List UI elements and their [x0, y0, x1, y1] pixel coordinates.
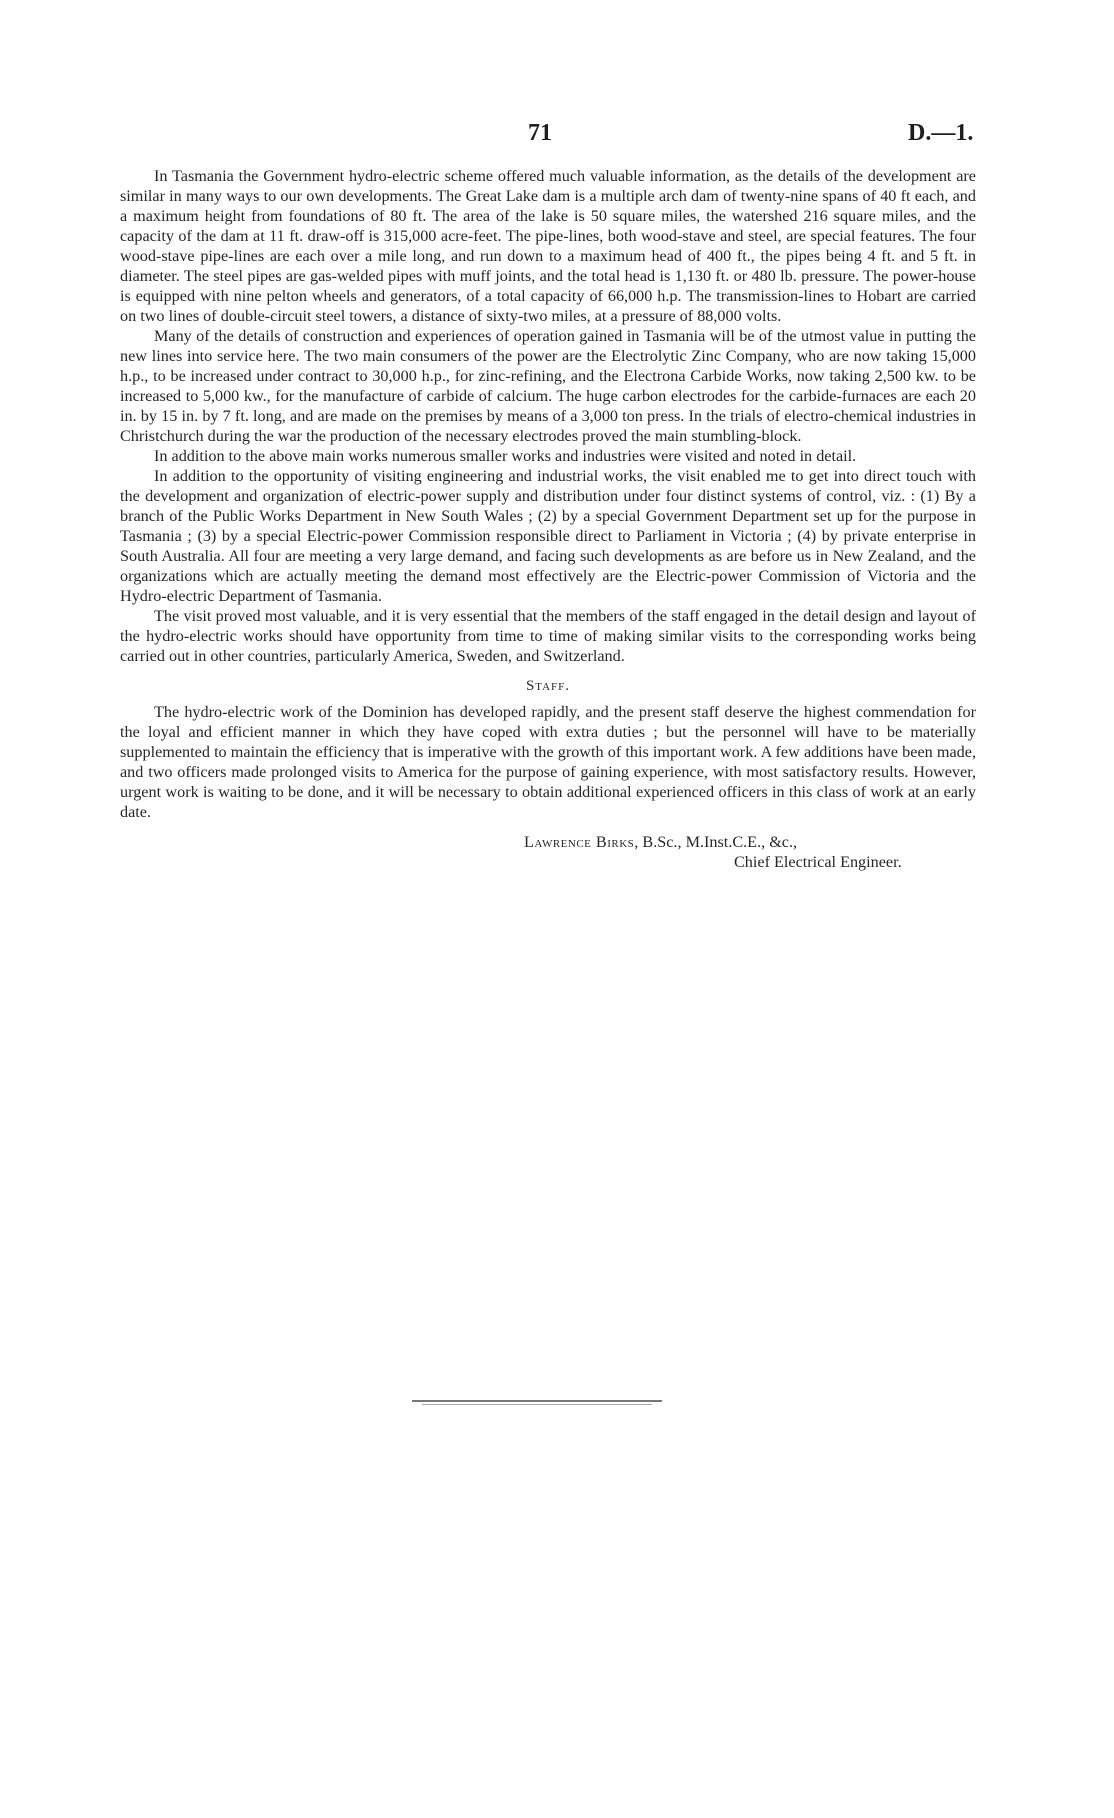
signature-title: Chief Electrical Engineer. — [734, 853, 902, 871]
paragraph-systems-of-control: In addition to the opportunity of visiting engineering and industrial works, the visit enabled me to get into direct touch with the development and organization of electric-power supply and distribution under four distinct systems of control, viz. : (1) By a branch of the Public Works Department in New South Wales ; (2) by a special Government Department set up for the purpose in Tasmania ; (3) by a special Electric-power Commission responsible direct to Parliament in Victoria ; (4) by private enterprise in South Australia. All four are meeting a very large demand, and facing such developments as are before us in New Zealand, and the organizations which are actually meeting the demand most effectively are the Electric-power Commission of Victoria and the Hydro-electric Department of Tasmania. — [120, 467, 976, 605]
page-number: 71 — [528, 120, 552, 146]
document-reference: D.—1. — [908, 120, 974, 146]
paragraph-smaller-works: In addition to the above main works numerous smaller works and industries were visited and noted in detail. — [154, 447, 857, 465]
paragraph-staff: The hydro-electric work of the Dominion has developed rapidly, and the present staff deserve the highest commendation for the loyal and efficient manner in which they have coped with extra duties ; but the personnel will have to be materially supplemented to maintain the efficiency that is imperative with the growth of this important work. A few additions have been made, and two officers made prolonged visits to America for the purpose of gaining experience, with most satisfactory results. However, urgent work is waiting to be done, and it will be necessary to obtain additional experienced officers in this class of work at an early date. — [120, 703, 976, 821]
signature-block — [120, 832, 976, 872]
signature-line — [524, 832, 976, 852]
signature-name: Lawrence Birks — [524, 833, 635, 851]
paragraph-tasmania-scheme: In Tasmania the Government hydro-electric scheme offered much valuable information, as the details of the development are similar in many ways to our own developments. The Great Lake dam is a multiple arch dam of twenty-nine spans of 40 ft each, and a maximum height from foundations of 80 ft. The area of the lake is 50 square miles, the watershed 216 square miles, and the capacity of the dam at 11 ft. draw-off is 315,000 acre-feet. The pipe-lines, both wood-stave and steel, are special features. The four wood-stave pipe-lines are each over a mile long, and run down to a maximum head of 400 ft., the pipes being 4 ft. and 5 ft. in diameter. The steel pipes are gas-welded pipes with muff joints, and the total head is 1,130 ft. or 480 lb. pressure. The power-house is equipped with nine pelton wheels and generators, of a total capacity of 66,000 h.p. The transmission-lines to Hobart are carried on two lines of double-circuit steel towers, a distance of sixty-two miles, at a pressure of 88,000 volts. — [120, 167, 976, 325]
body-text — [120, 166, 976, 872]
footer-rule — [412, 1400, 662, 1402]
section-heading-staff: Staff. — [525, 678, 571, 694]
paragraph-construction-details: Many of the details of construction and experiences of operation gained in Tasmania will be of the utmost value in putting the new lines into service here. The two main consumers of the power are the Electrolytic Zinc Company, who are now taking 15,000 h.p., to be increased under contract to 30,000 h.p., for zinc-refining, and the Electrona Carbide Works, now taking 2,500 kw. to be increased to 5,000 kw., for the manufacture of carbide of calcium. The huge carbon electrodes for the carbide-furnaces are each 20 in. by 15 in. by 7 ft. long, and are made on the premises by means of a 3,000 ton press. In the trials of electro-chemical industries in Christchurch during the war the production of the necessary electrodes proved the main stumbling-block. — [120, 327, 976, 445]
paragraph-visit-value: The visit proved most valuable, and it is very essential that the members of the staff engaged in the detail design and layout of the hydro-electric works should have opportunity from time to time of making similar visits to the corresponding works being carried out in other countries, particularly America, Sweden, and Switzerland. — [120, 607, 976, 665]
signature-credentials: , B.Sc., M.Inst.C.E., &c., — [634, 833, 798, 851]
